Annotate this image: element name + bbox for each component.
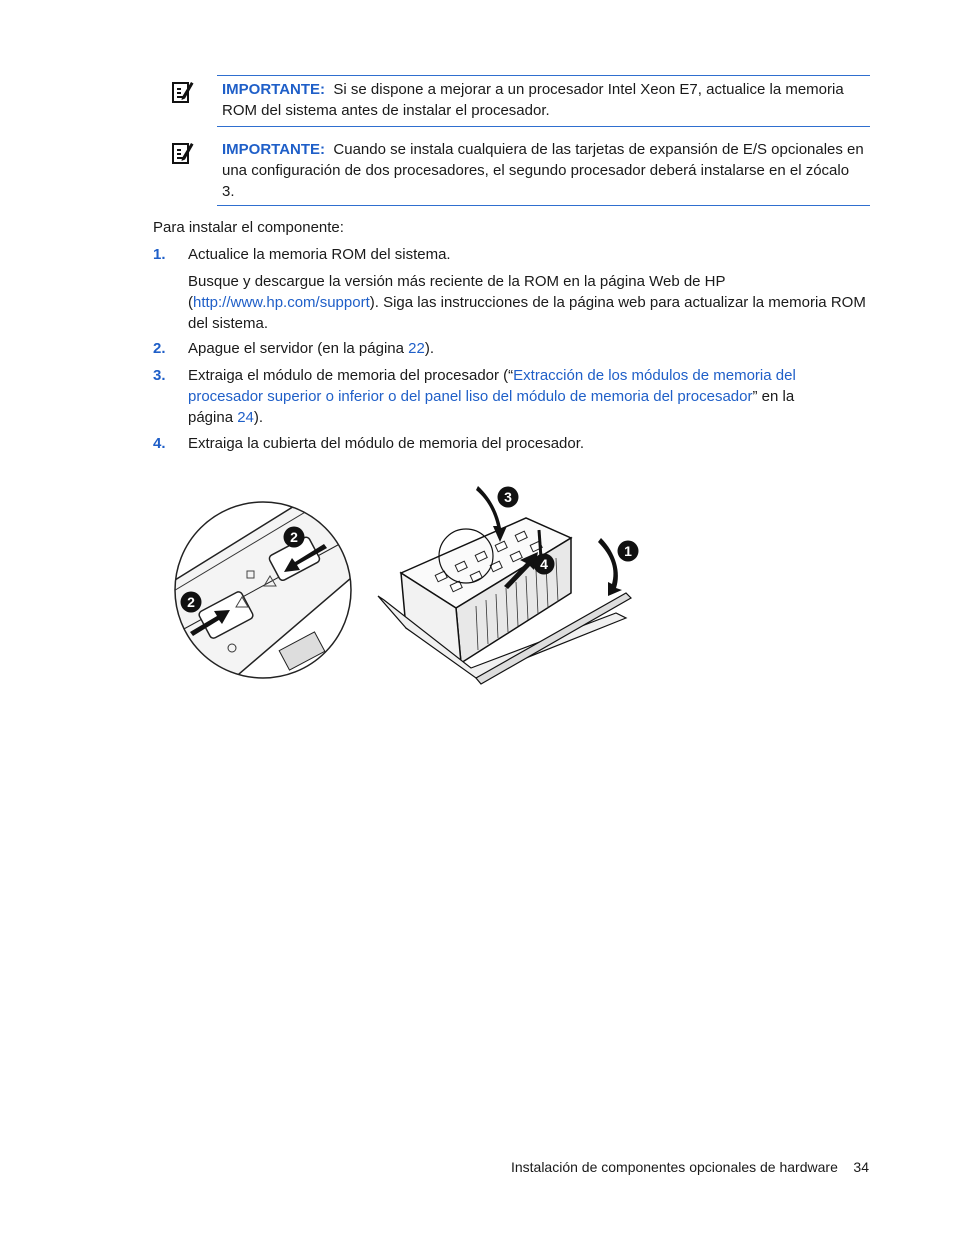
- important-note-1: [217, 75, 870, 127]
- step-text-part: Extraiga el módulo de memoria del procesador (“: [188, 367, 514, 384]
- step-text-part: ).: [253, 409, 264, 426]
- step-text-part: Apague el servidor (en la página: [188, 340, 409, 357]
- page-number: 34: [853, 1159, 869, 1175]
- step-number: 3.: [153, 367, 166, 384]
- callout-3-badge: [497, 486, 519, 508]
- important-label: IMPORTANTE:: [222, 141, 326, 158]
- step-text-part: ” en la página: [188, 388, 795, 426]
- step-text: Extraiga la cubierta del módulo de memoria del procesador.: [188, 435, 585, 452]
- step-number: 1.: [153, 246, 166, 263]
- important-text: Cuando se instala cualquiera de las tarjetas de expansión de E/S opcionales en una configuración de dos procesadores, el segundo procesador deberá instalarse en el zócalo 3.: [222, 141, 864, 200]
- step-number: 2.: [153, 340, 166, 357]
- callout-label: 3: [504, 489, 512, 505]
- callout-label: 2: [187, 594, 195, 610]
- latch-detail-illustration: [172, 500, 354, 680]
- detail-text: ). Siga las instrucciones de la página web para actualizar la memoria ROM del sistema.: [188, 294, 866, 332]
- important-label: IMPORTANTE:: [222, 81, 326, 98]
- important-note-icon: [172, 80, 194, 104]
- hp-support-link[interactable]: http://www.hp.com/support: [193, 294, 370, 311]
- footer-title: Instalación de componentes opcionales de hardware: [510, 1159, 838, 1175]
- callout-4-badge: [533, 553, 555, 575]
- detail-text: Busque y descargue la versión más reciente de la ROM en la página Web de HP (: [188, 273, 726, 311]
- page-footer: [511, 1157, 869, 1178]
- step-text: [188, 365, 828, 428]
- intro-text: Para instalar el componente:: [153, 219, 344, 236]
- callout-1-badge: [617, 540, 639, 562]
- step-text: Actualice la memoria ROM del sistema.: [188, 246, 451, 263]
- step-text-part: ).: [424, 340, 435, 357]
- step-number: 4.: [153, 435, 166, 452]
- important-note-2: [217, 136, 870, 206]
- callout-2-badge: [283, 526, 305, 548]
- page-link-24[interactable]: 24: [237, 409, 254, 426]
- section-link[interactable]: Extracción de los módulos de memoria del procesador superior o inferior o del panel liso del módulo de memoria del procesador: [188, 367, 796, 405]
- callout-label: 1: [624, 543, 632, 559]
- step-1-detail: [188, 271, 870, 334]
- callout-label: 4: [540, 556, 548, 572]
- important-note-icon: [172, 141, 194, 165]
- page-link-22[interactable]: 22: [408, 340, 425, 357]
- step-text: [188, 338, 878, 359]
- callout-label: 2: [290, 529, 298, 545]
- processor-memory-module-illustration: [376, 478, 646, 690]
- important-text: Si se dispone a mejorar a un procesador Intel Xeon E7, actualice la memoria ROM del sistema antes de instalar el procesador.: [222, 81, 844, 119]
- callout-2-badge: [180, 591, 202, 613]
